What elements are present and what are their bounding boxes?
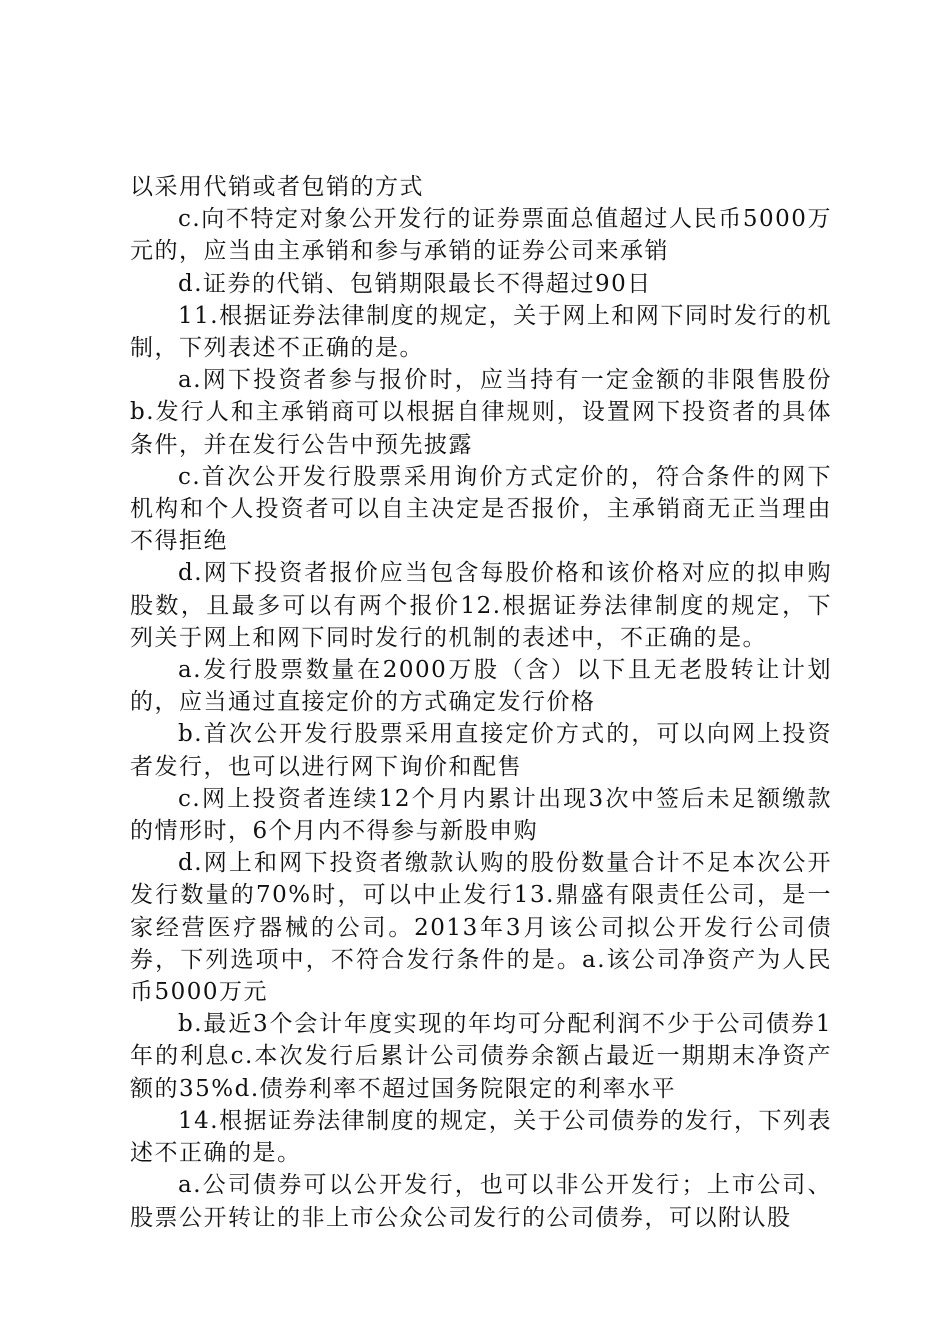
- paragraph: c.首次公开发行股票采用询价方式定价的，符合条件的网下机构和个人投资者可以自主决定是否报价，主承销商无正当理由不得拒绝: [130, 463, 832, 555]
- paragraph: d.证券的代销、包销期限最长不得超过90日: [178, 270, 652, 297]
- paragraph: b.首次公开发行股票采用直接定价方式的，可以向网上投资者发行，也可以进行网下询价和配售: [130, 721, 832, 780]
- paragraph: 14.根据证券法律制度的规定，关于公司债券的发行，下列表述不正确的是。: [130, 1107, 832, 1167]
- paragraph: a.网下投资者参与报价时，应当持有一定金额的非限售股份b.发行人和主承销商可以根据自律规则，设置网下投资者的具体条件，并在发行公告中预先披露: [130, 367, 832, 458]
- paragraph: d.网下投资者报价应当包含每股价格和该价格对应的拟申购股数，且最多可以有两个报价12.根据证券法律制度的规定，下列关于网上和网下同时发行的机制的表述中，不正确的是。: [130, 560, 832, 651]
- paragraph: d.网上和网下投资者缴款认购的股份数量合计不足本次公开发行数量的70%时，可以中止发行13.鼎盛有限责任公司，是一家经营医疗器械的公司。2013年3月该公司拟公开发行公司债券，下列选项中，不符合发行条件的是。a.该公司净资产为人民币5000万元: [130, 850, 832, 1006]
- document-body: [130, 171, 832, 1234]
- paragraph: c.网上投资者连续12个月内累计出现3次中签后未足额缴款的情形时，6个月内不得参与新股申购: [130, 785, 832, 845]
- paragraph: c.向不特定对象公开发行的证券票面总值超过人民币5000万元的，应当由主承销和参与承销的证券公司来承销: [130, 206, 832, 265]
- paragraph: 11.根据证券法律制度的规定，关于网上和网下同时发行的机制，下列表述不正确的是。: [130, 302, 832, 362]
- paragraph: a.发行股票数量在2000万股（含）以下且无老股转让计划的，应当通过直接定价的方式确定发行价格: [130, 657, 832, 716]
- paragraph: a.公司债券可以公开发行，也可以非公开发行；上市公司、股票公开转让的非上市公众公司发行的公司债券，可以附认股: [130, 1172, 832, 1231]
- paragraph: 以采用代销或者包销的方式: [130, 174, 424, 200]
- paragraph: b.最近3个会计年度实现的年均可分配利润不少于公司债券1年的利息c.本次发行后累计公司债券余额占最近一期期末净资产额的35%d.债券利率不超过国务院限定的利率水平: [130, 1011, 832, 1102]
